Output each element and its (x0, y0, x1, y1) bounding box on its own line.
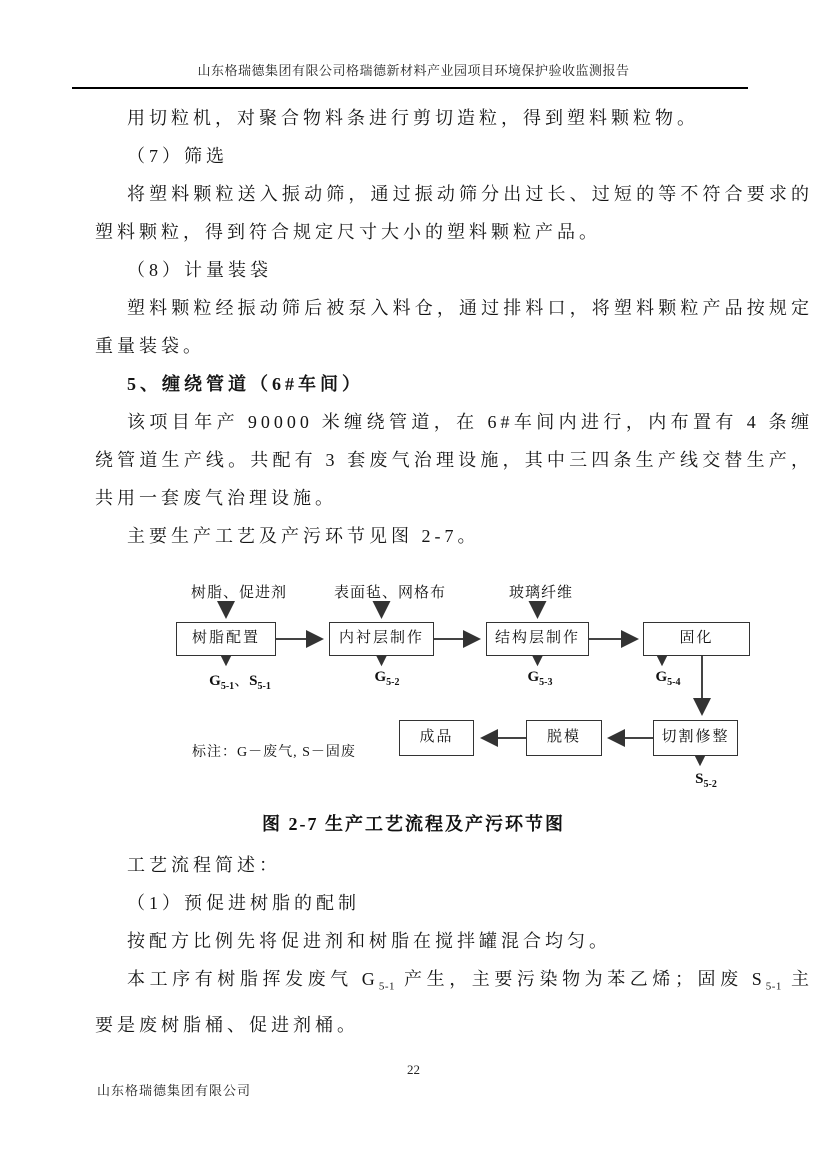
process-flow-diagram (0, 565, 827, 805)
flow-box-demolding: 脱模 (526, 720, 602, 756)
waste-label-g53: $G_{5-3}$ (527, 669, 553, 688)
paragraph: 本工序有树脂挥发废气 $G_{5-1}$ 产生，主要污染物为苯乙烯；固废 $S_{5-1}$ 主要是废树脂桶、促进剂桶。 (95, 969, 813, 1035)
waste-label-g51-s51: $G_{5-1}$、$S_{5-1}$ (209, 673, 271, 692)
header-divider (72, 87, 748, 89)
page-number: 22 (407, 1062, 420, 1077)
flow-box-resin-prep: 树脂配置 (176, 622, 276, 656)
footer-company-name: 山东格瑞德集团有限公司 (97, 1083, 252, 1098)
flow-input-surface-mat: 表面毡、网格布 (333, 585, 447, 601)
paragraph: 按配方比例先将促进剂和树脂在搅拌罐混合均匀。 (127, 931, 611, 951)
paragraph: 将塑料颗粒送入振动筛，通过振动筛分出过长、过短的等不符合要求的塑料颗粒，得到符合规定尺寸大小的塑料颗粒产品。 (95, 184, 813, 242)
flowchart-legend: 标注：G－废气, S－固废 (192, 745, 356, 760)
flow-box-cutting-trimming: 切割修整 (653, 720, 738, 756)
flow-input-glass-fiber: 玻璃纤维 (508, 585, 574, 601)
paragraph: （1）预促进树脂的配制 (127, 893, 360, 913)
waste-label-g52: $G_{5-2}$ (374, 669, 400, 688)
paragraph: 主要生产工艺及产污环节见图 2-7。 (127, 526, 480, 546)
paragraph: 该项目年产 90000 米缠绕管道，在 6#车间内进行，内布置有 4 条缠绕管道生产线。共配有 3 套废气治理设施，其中三四条生产线交替生产，共用一套废气治理设施。 (95, 412, 813, 508)
waste-label-g54: $G_{5-4}$ (655, 669, 681, 688)
paragraph: 塑料颗粒经振动筛后被泵入料仓，通过排料口，将塑料颗粒产品按规定重量装袋。 (95, 298, 813, 356)
flow-box-finished-product: 成品 (399, 720, 474, 756)
paragraph: （7）筛选 (127, 146, 228, 166)
waste-label-s52: $S_{5-2}$ (695, 771, 717, 790)
paragraph: 工艺流程简述： (127, 855, 281, 875)
upper-text-block (95, 99, 813, 555)
paragraph: 用切粒机，对聚合物料条进行剪切造粒，得到塑料颗粒物。 (127, 108, 699, 128)
flow-box-structure-layer: 结构层制作 (486, 622, 589, 656)
flow-box-curing: 固化 (643, 622, 750, 656)
flow-input-resin-accelerator: 树脂、促进剂 (190, 585, 288, 601)
flow-box-liner-making: 内衬层制作 (329, 622, 434, 656)
lower-text-block (95, 846, 813, 1044)
paragraph: （8）计量装袋 (127, 260, 272, 280)
figure-caption: 图 2-7 生产工艺流程及产污环节图 (262, 814, 565, 834)
page-header-title: 山东格瑞德集团有限公司格瑞德新材料产业园项目环境保护验收监测报告 (197, 63, 630, 78)
section-heading: 5、缠绕管道（6#车间） (127, 374, 364, 394)
